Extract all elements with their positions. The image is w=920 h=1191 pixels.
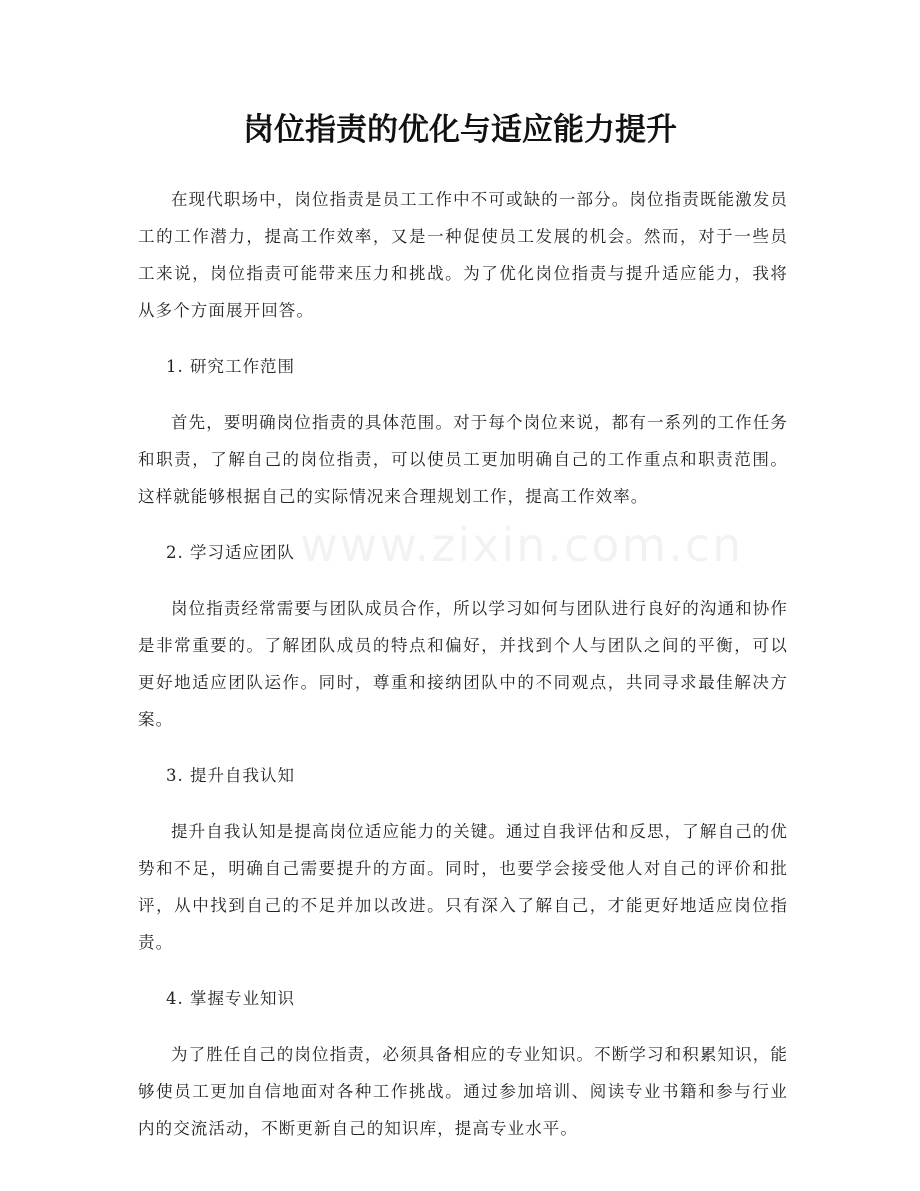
section-paragraph-3: 提升自我认知是提高岗位适应能力的关键。通过自我评估和反思，了解自己的优势和不足，明确自己需要提升的方面。同时，也要学会接受他人对自己的评价和批评，从中找到自己的不足并加以改进。只有深入了解自己，才能更好地适应岗位指责。	[138, 822, 788, 952]
section-paragraph-2: 岗位指责经常需要与团队成员合作，所以学习如何与团队进行良好的沟通和协作是非常重要的。了解团队成员的特点和偏好，并找到个人与团队之间的平衡，可以更好地适应团队运作。同时，尊重和接纳团队中的不同观点，共同寻求最佳解决方案。	[138, 599, 788, 729]
intro-paragraph: 在现代职场中，岗位指责是员工工作中不可或缺的一部分。岗位指责既能激发员工的工作潜力，提高工作效率，又是一种促使员工发展的机会。然而，对于一些员工来说，岗位指责可能带来压力和挑战。为了优化岗位指责与提升适应能力，我将从多个方面展开回答。	[138, 190, 788, 320]
section-paragraph-1: 首先，要明确岗位指责的具体范围。对于每个岗位来说，都有一系列的工作任务和职责，了解自己的岗位指责，可以使员工更加明确自己的工作重点和职责范围。这样就能够根据自己的实际情况来合理规划工作，提高工作效率。	[138, 413, 788, 506]
watermark: www.zixin.com.cn	[300, 518, 744, 572]
section-heading-4: 4. 掌握专业知识	[166, 989, 295, 1008]
section-heading-1: 1. 研究工作范围	[166, 357, 295, 376]
section-heading-3: 3. 提升自我认知	[166, 766, 295, 785]
document-body	[138, 181, 788, 1166]
page-title: 岗位指责的优化与适应能力提升	[243, 112, 677, 148]
section-paragraph-4: 为了胜任自己的岗位指责，必须具备相应的专业知识。不断学习和积累知识，能够使员工更加自信地面对各种工作挑战。通过参加培训、阅读专业书籍和参与行业内的交流活动，不断更新自己的知识库，提高专业水平。	[138, 1045, 788, 1138]
section-heading-2: 2. 学习适应团队	[166, 543, 295, 562]
